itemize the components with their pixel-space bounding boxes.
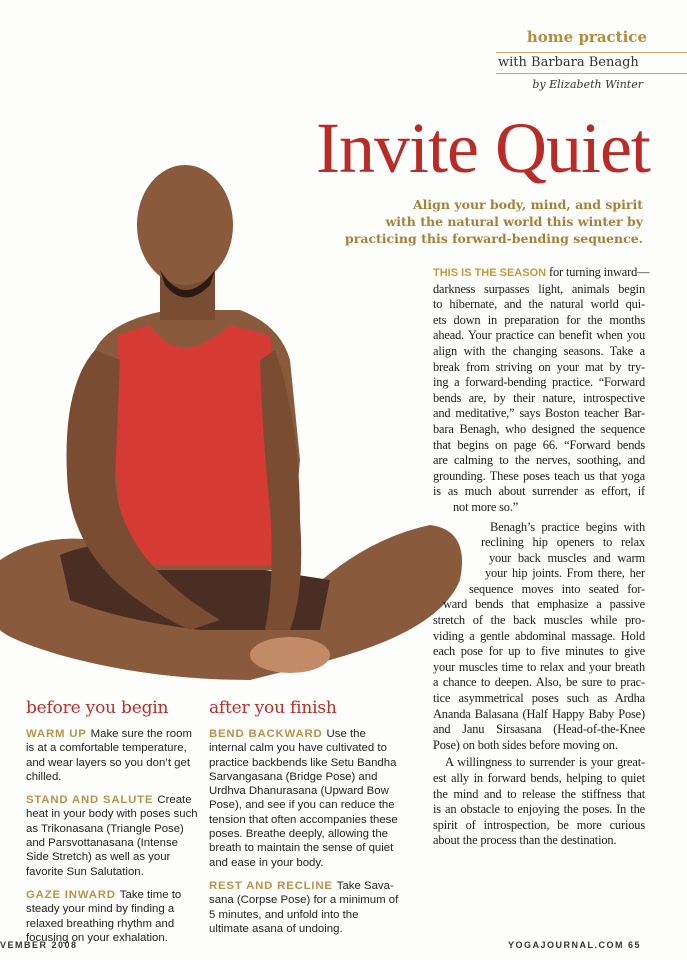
article-line: Benagh’s practice begins with	[490, 519, 645, 534]
before-you-begin	[26, 697, 198, 954]
article-line: stretch of the back muscles while pro-	[433, 613, 645, 628]
text: for turning inward—	[546, 265, 650, 279]
article-line: viding a gentle abdominal massage. Hold	[433, 628, 645, 643]
lead-in: THIS IS THE SEASON	[433, 267, 547, 279]
website: YOGAJOURNAL.COM	[507, 940, 624, 950]
article-line: and Janu Sirsasana (Head-of-the-Knee	[433, 722, 645, 737]
paragraph-1	[433, 265, 650, 516]
article-body	[433, 265, 650, 849]
man-seated-illustration	[0, 165, 462, 680]
deck-line: with the natural world this winter by	[385, 214, 643, 229]
article-line: darkness surpasses light, animals begin	[433, 281, 645, 296]
article-line: are calming to the nerves, soothing, and	[433, 453, 645, 468]
article-line: to hibernate, and the natural world qui-	[433, 297, 645, 312]
section-label: home practice	[526, 28, 647, 46]
yoga-photo	[0, 160, 470, 690]
article-line: ing a forward-bending practice. “Forward	[433, 375, 645, 390]
tip	[26, 727, 198, 784]
article-line: align with the changing seasons. Take a	[433, 343, 645, 358]
article-line: your back muscles and warm	[489, 550, 645, 565]
article-line: is as much about surrender as effort, if	[433, 484, 645, 499]
tip	[26, 793, 198, 879]
article-line: your muscles time to relax and your breath	[433, 659, 645, 674]
article-line: the mind and to release the stiffness that	[433, 786, 645, 801]
article-line: est ally in forward bends, helping to quiet	[433, 771, 645, 785]
article-line: and meditative,” says Boston teacher Bar-	[433, 406, 645, 421]
sidebar-heading: after you finish	[209, 698, 337, 718]
article-line: Ananda Balasana (Half Happy Baby Pose)	[433, 706, 645, 721]
article-line: that begins on page 66. “Forward bends	[433, 437, 645, 452]
with-teacher: with Barbara Benagh	[496, 52, 687, 74]
tip-key: STAND AND SALUTE	[26, 794, 154, 807]
deck-line: practicing this forward-bending sequence.	[345, 231, 643, 246]
tip-text: Create heat in your body with poses such as Trikonasana (Triangle Pose) and Parsvottanasana (Intense Side Stretch) as well as your favorite Sun Salutation.	[26, 794, 198, 878]
article-line: reclining hip openers to relax	[481, 535, 645, 550]
article-line: ets down in preparation for the months	[433, 312, 645, 327]
article-line: a chance to deepen. Also, be sure to prac-	[433, 675, 645, 690]
article-line: about the process than the destination.	[433, 833, 617, 848]
article-line: grounding. These poses teach us that yoga	[433, 468, 645, 483]
tip-key: GAZE INWARD	[26, 888, 116, 901]
tip-text: Make sure the room is at a comfortable temperature, and wear layers so you don’t get chilled.	[26, 728, 192, 783]
tip	[209, 879, 399, 936]
issue-date: VEMBER 2008	[0, 940, 78, 950]
article-line: each pose for up to five minutes to give	[433, 644, 645, 659]
tip-key: BEND BACKWARD	[209, 728, 323, 740]
article-line: your hip joints. From there, her	[485, 566, 645, 581]
article-line: bends are, by their nature, introspective	[433, 390, 645, 405]
article-line: is an obstacle to enjoying the poses. In the	[433, 802, 645, 817]
tip-text: Use the internal calm you have cultivated to practice backbends like Setu Bandha Sarvangasana (Bridge Pose) and Urdhva Dhanurasana (Upward Bow Pose), and see if you can reduce the tension that often accompanies these poses. Breathe deeply, allowing the breath to maintain the sense of quiet and ease in your body.	[209, 728, 398, 869]
page-number: 65	[627, 940, 641, 950]
after-you-finish	[209, 697, 399, 945]
article-line: ahead. Your practice can benefit when you	[433, 328, 645, 343]
deck-line: Align your body, mind, and spirit	[412, 197, 643, 212]
tip-key: REST AND RECLINE	[209, 879, 333, 892]
paragraph-3	[433, 755, 645, 849]
sidebar-heading: before you begin	[26, 698, 169, 718]
tip-text: Take Savasana (Corpse Pose) for a minimum of 5 minutes, and unfold into the ultimate asana of undoing.	[209, 879, 399, 935]
byline: by Elizabeth Winter	[532, 78, 643, 91]
article-line: A willingness to surrender is your great-	[445, 755, 645, 770]
article-line	[433, 265, 650, 282]
article-line: break from striving on your mat by try-	[433, 359, 645, 374]
article-title: Invite Quiet	[316, 108, 650, 188]
tip-text: Take time to steady your mind by finding a relaxed breathing rhythm and focusing on your exhalation.	[26, 888, 182, 944]
tip-key: WARM UP	[26, 728, 87, 740]
article-line: ward bends that emphasize a passive	[443, 597, 645, 612]
paragraph-2	[433, 520, 645, 754]
article-line: Pose) on both sides before moving on.	[433, 737, 618, 752]
folio	[508, 940, 641, 950]
article-line: bara Benagh, who designed the sequence	[433, 421, 645, 436]
tip	[209, 727, 399, 870]
article-line: tice asymmetrical poses such as Ardha	[433, 691, 645, 706]
tip	[26, 888, 198, 945]
article-line: not more so.”	[453, 499, 519, 514]
article-line: spirit of introspection, be more curious	[433, 817, 645, 832]
article-line: sequence moves into seated for-	[469, 581, 645, 596]
